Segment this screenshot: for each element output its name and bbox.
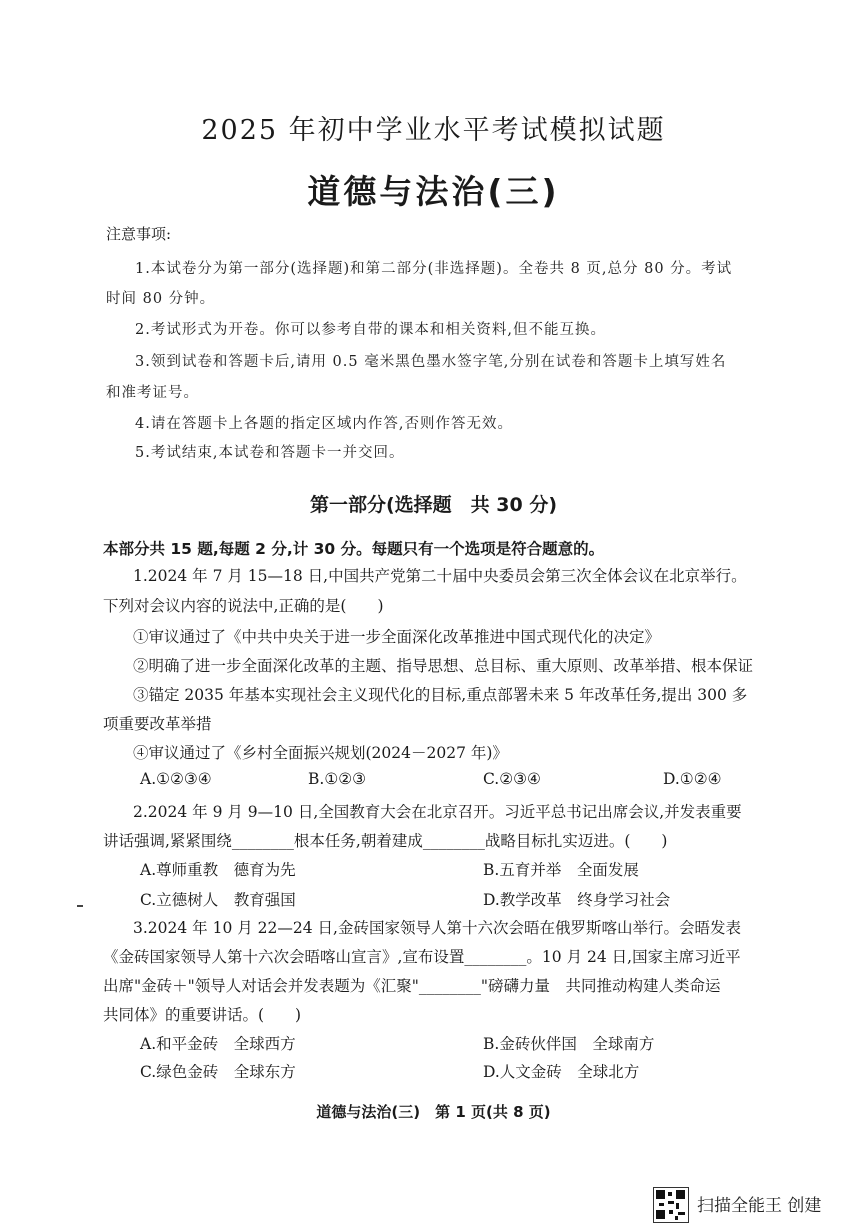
watermark-text: 扫描全能王 创建 [697,1196,822,1216]
q3-option-d: D.人文金砖 全球北方 [483,1063,640,1081]
q2-option-c: C.立德树人 教育强国 [140,891,296,909]
q1-statement: ③锚定 2035 年基本实现社会主义现代化的目标,重点部署未来 5 年改革任务,提出 300 多 [133,686,748,704]
q3-option-c: C.绿色金砖 全球东方 [140,1063,296,1081]
q1-stem: 1.2024 年 7 月 15—18 日,中国共产党第二十届中央委员会第三次全体会议在北京举行。 [133,567,747,585]
q1-statement: 项重要改革举措 [103,715,212,733]
notice-line: 4.请在答题卡上各题的指定区域内作答,否则作答无效。 [135,416,513,432]
q1-statement: ①审议通过了《中共中央关于进一步全面深化改革推进中国式现代化的决定》 [133,628,661,646]
q3-stem: 3.2024 年 10 月 22—24 日,金砖国家领导人第十六次会晤在俄罗斯喀山举行。会晤发表 [133,919,741,937]
q1-statement: ②明确了进一步全面深化改革的主题、指导思想、总目标、重大原则、改革举措、根本保证 [133,657,754,675]
q2-option-d: D.教学改革 终身学习社会 [483,891,671,909]
q2-stem: 讲话强调,紧紧围绕________根本任务,朝着建成________战略目标扎实迈进。( ) [103,832,668,850]
exam-title: 2025 年初中学业水平考试模拟试题 [201,115,666,146]
qr-code-icon [653,1187,689,1223]
notice-line: 3.领到试卷和答题卡后,请用 0.5 毫米黑色墨水签字笔,分别在试卷和答题卡上填写姓名 [135,354,727,370]
part-one-instruction: 本部分共 15 题,每题 2 分,计 30 分。每题只有一个选项是符合题意的。 [103,540,605,558]
subject-title: 道德与法治(三) [307,172,560,211]
q3-stem: 《金砖国家领导人第十六次会晤喀山宣言》,宣布设置________。10 月 24 日,国家主席习近平 [103,948,741,966]
q3-stem: 共同体》的重要讲话。( ) [103,1006,302,1024]
q1-statement: ④审议通过了《乡村全面振兴规划(2024－2027 年)》 [133,744,508,762]
q1-option-d: D.①②④ [663,770,722,788]
notice-heading: 注意事项: [106,225,172,243]
part-one-title: 第一部分(选择题 共 30 分) [309,494,558,516]
notice-line: 5.考试结束,本试卷和答题卡一并交回。 [135,445,405,461]
notice-line: 时间 80 分钟。 [106,291,216,307]
page-footer: 道德与法治(三) 第 1 页(共 8 页) [316,1103,551,1121]
q3-option-b: B.金砖伙伴国 全球南方 [483,1035,655,1053]
q1-option-b: B.①②③ [308,770,367,788]
scan-mark [77,905,83,907]
q3-stem: 出席"金砖＋"领导人对话会并发表题为《汇聚"________"磅礴力量 共同推动构建人类命运 [103,977,721,995]
notice-line: 和准考证号。 [106,385,199,401]
notice-line: 1.本试卷分为第一部分(选择题)和第二部分(非选择题)。全卷共 8 页,总分 80 分。考试 [135,261,733,277]
q2-option-a: A.尊师重教 德育为先 [140,861,296,879]
q1-option-a: A.①②③④ [140,770,212,788]
q2-option-b: B.五育并举 全面发展 [483,861,639,879]
q3-option-a: A.和平金砖 全球西方 [140,1035,296,1053]
notice-line: 2.考试形式为开卷。你可以参考自带的课本和相关资料,但不能互换。 [135,322,606,338]
q1-stem: 下列对会议内容的说法中,正确的是( ) [103,597,384,615]
q2-stem: 2.2024 年 9 月 9—10 日,全国教育大会在北京召开。习近平总书记出席会议,并发表重要 [133,803,742,821]
q1-option-c: C.②③④ [483,770,541,788]
